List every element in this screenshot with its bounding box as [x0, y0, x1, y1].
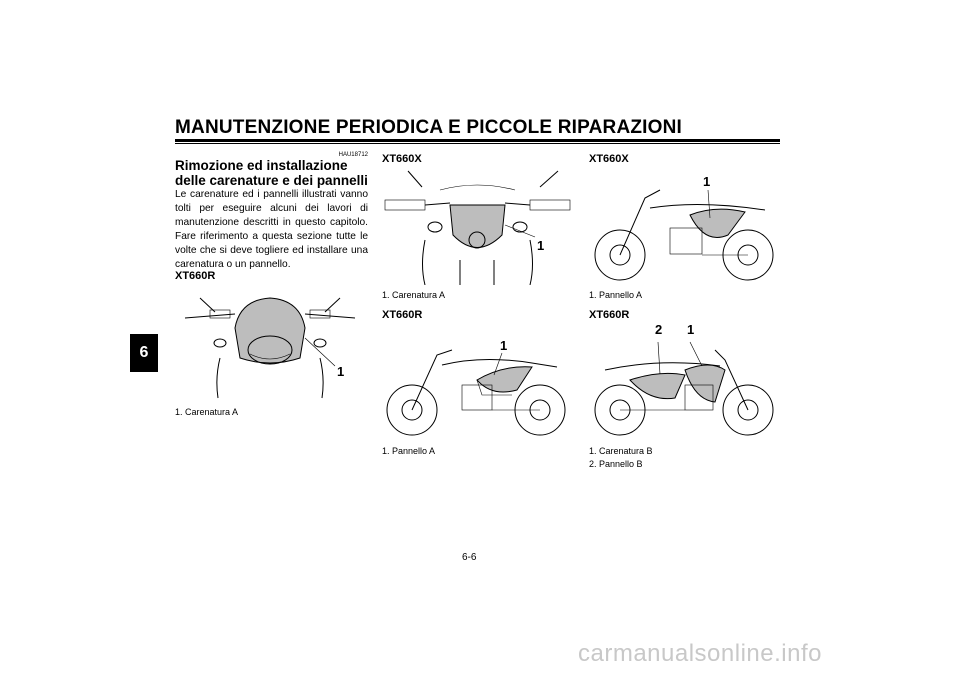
- fig3-caption-1: 1. Pannello A: [382, 446, 436, 456]
- fig4-caption-1: 1. Pannello A: [589, 290, 643, 300]
- fig5-callout-2: 2: [655, 322, 663, 337]
- section-body: Le carenature ed i pannelli illustrati vanno tolti per eseguire alcuni dei lavori di manutenzione descritti in questo capitolo. Fare riferimento a questa sezione tutte le volte che si deve togliere ed installare una carenatura o un pannello.: [175, 189, 368, 270]
- fig1-front-fairing-illustration: [180, 288, 360, 400]
- page-number: 6-6: [462, 552, 477, 563]
- fig2-caption-1: 1. Carenatura A: [382, 290, 446, 300]
- fig3-side-panel-illustration: [382, 325, 572, 440]
- header-rule: [175, 139, 780, 142]
- fig4-side-panel-illustration: [590, 170, 780, 285]
- page-header-title: MANUTENZIONE PERIODICA E PICCOLE RIPARAZIONI: [175, 117, 683, 138]
- fig3-model-label: XT660R: [382, 309, 423, 321]
- header-rule-thin: [175, 143, 780, 144]
- chapter-tab: 6: [130, 334, 158, 372]
- fig4-callout-1: 1: [703, 174, 711, 189]
- fig2-callout-1: 1: [537, 238, 545, 253]
- section-title: Rimozione ed installazione delle carenature e dei pannelli: [175, 158, 368, 188]
- fig2-model-label: XT660X: [382, 153, 422, 165]
- watermark-text: carmanualsonline.info: [578, 640, 822, 667]
- fig3-callout-1: 1: [500, 338, 508, 353]
- fig5-caption-1: 1. Carenatura B: [589, 446, 653, 456]
- fig5-cowling-panel-illustration: [590, 330, 780, 442]
- fig4-model-label: XT660X: [589, 153, 629, 165]
- fig1-model-label: XT660R: [175, 270, 216, 282]
- fig1-caption-1: 1. Carenatura A: [175, 407, 239, 417]
- fig5-caption-2: 2. Pannello B: [589, 459, 643, 469]
- section-code: HAU18712: [338, 152, 368, 158]
- fig1-callout-1: 1: [337, 364, 345, 379]
- fig2-front-fairing-illustration: [380, 165, 575, 285]
- fig5-callout-1: 1: [687, 322, 695, 337]
- fig5-model-label: XT660R: [589, 309, 630, 321]
